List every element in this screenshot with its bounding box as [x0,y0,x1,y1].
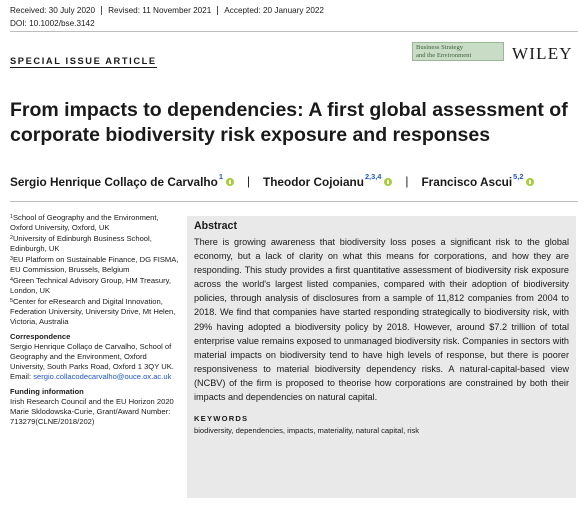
funding-heading: Funding information [10,387,84,396]
author-name: Francisco Ascui [421,174,513,189]
received-date: Received: 30 July 2020 [10,6,96,15]
affiliation [10,276,180,296]
author-list [10,174,534,189]
journal-logo-line2: and the Environment [416,51,472,59]
author-affiliation-ref[interactable]: 5,2 [513,172,524,181]
author-affiliation-ref[interactable]: 1 [218,172,223,181]
accepted-date: Accepted: 20 January 2022 [224,6,324,15]
affiliation-text: EU Platform on Sustainable Finance, DG FISMA, EU Commission, Brussels, Belgium [10,255,179,274]
revised-date: Revised: 11 November 2021 [108,6,212,15]
keywords-list: biodiversity, dependencies, impacts, materiality, natural capital, risk [194,426,420,436]
affiliation-number: 4 [10,277,13,283]
affiliation [10,213,180,233]
article-sidebar [10,213,180,427]
author-name: Theodor Cojoianu [263,174,364,189]
affiliation-number: 5 [10,298,13,304]
orcid-icon[interactable] [384,178,392,186]
affiliation-text: Green Technical Advisory Group, HM Treasury, London, UK [10,276,171,295]
correspondence-heading: Correspondence [10,332,71,341]
author-separator: | [246,174,251,188]
abstract-box [187,216,576,498]
doi[interactable]: DOI: 10.1002/bse.3142 [10,19,95,28]
publisher-logo[interactable]: WILEY [512,44,573,63]
author[interactable] [263,174,392,189]
publication-dates [10,6,324,15]
article-type: SPECIAL ISSUE ARTICLE [10,56,157,66]
article-title: From impacts to dependencies: A first global assessment of corporate biodiversity risk exposure and responses [10,99,568,146]
author[interactable] [10,174,234,189]
email-link[interactable]: sergio.collacodecarvalho@ouce.ox.ac.uk [33,372,172,381]
affiliation-number: 2 [10,235,13,241]
author-affiliation-ref[interactable]: 2,3,4 [364,172,382,181]
author[interactable] [421,174,534,189]
author-separator: | [405,174,409,188]
orcid-icon[interactable] [526,178,534,186]
authors-rule [10,201,578,202]
affiliation [10,297,180,327]
author-name: Sergio Henrique Collaço de Carvalho [10,174,218,189]
affiliation-number: 3 [10,256,13,262]
affiliation-text: University of Edinburgh Business School, Edinburgh, UK [10,234,152,253]
funding-text: Irish Research Council and the EU Horizon 2020 Marie Sklodowska-Curie, Grant/Award Number: 713279(CLNE/2018/202) [10,397,174,426]
journal-logo[interactable] [412,42,504,61]
affiliation-text: Center for eResearch and Digital Innovation, Federation University, University Drive, Mt Helen, Victoria, Australia [10,297,176,326]
email-label: Email: [10,372,34,381]
affiliation [10,234,180,254]
affiliation [10,255,180,275]
journal-logo-line1: Business Strategy [416,44,464,51]
orcid-icon[interactable] [226,178,234,186]
correspondence-text: Sergio Henrique Collaço de Carvalho, School of Geography and the Environment, Oxford University, South Parks Road, Oxford 1 3QY UK. [10,342,174,371]
keywords-heading: KEYWORDS [194,414,249,424]
affiliation-text: School of Geography and the Environment, Oxford University, Oxford, UK [10,213,159,232]
abstract-body: There is growing awareness that biodiversity loss poses a significant risk to the global economy, but a lack of clarity on what this means for corporations, and how they are responding. This study provides a first quantitative assessment of biodiversity risk exposure across the world's largest listed companies, compared with their adoption of biodiversity policies, through analysis of disclosures from a sample of 11,812 companies from 2004 to 2018. We find that companies have started responding strategically to biodiversity risk, with 29% having adopted a biodiversity policy by 2018. However, around $7.2 trillion of total enterprise value remains exposed to unmanaged biodiversity risk. Companies in sectors with material impacts on biodiversity tend to have high levels of response, but there is poorer responsiveness to material biodiversity dependency risks. A natural-capital-based view (NCBV) of the firm is proposed to theorise how corporations are constrained by both their impacts and dependencies on natural capital. [194,237,569,403]
abstract-heading: Abstract [194,220,237,232]
affiliation-number: 1 [10,214,13,220]
header-rule [10,31,578,32]
date-divider [101,6,102,15]
date-divider [217,6,218,15]
correspondence-email [10,372,180,382]
